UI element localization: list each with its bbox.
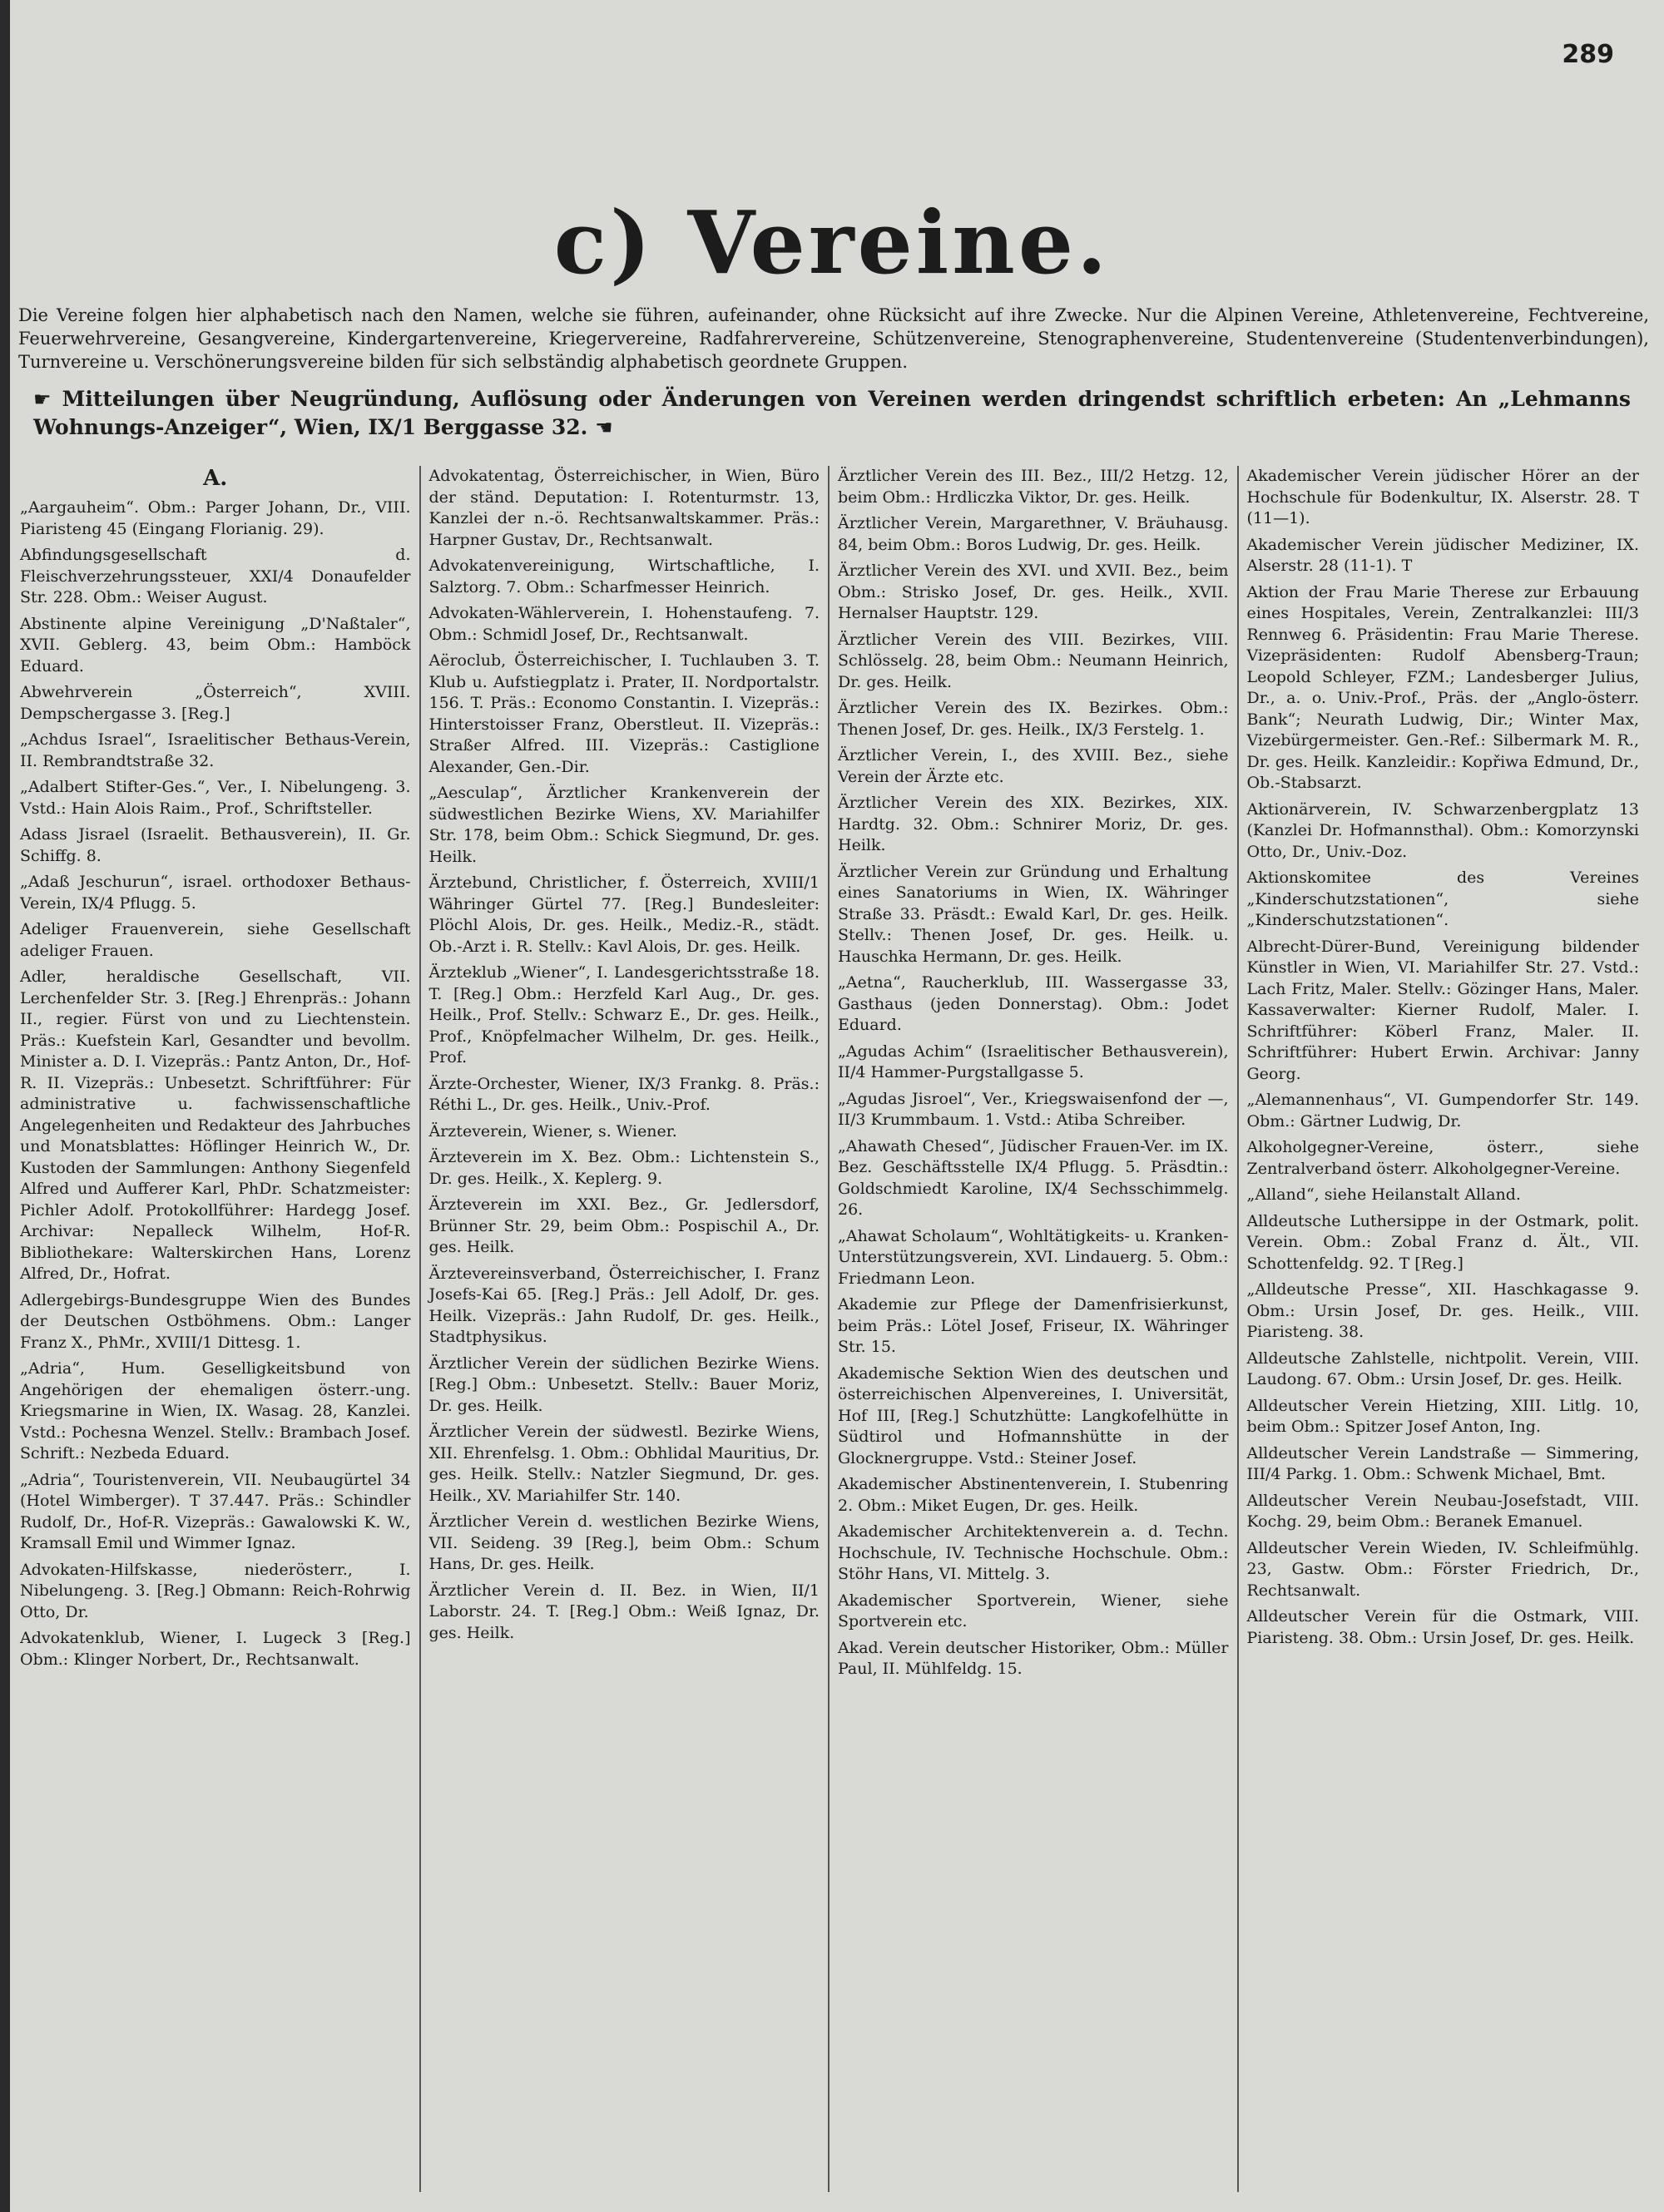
column-4 — [1239, 466, 1648, 2192]
directory-entry: Alldeutscher Verein Neubau-Josefstadt, VIII. Kochg. 29, beim Obm.: Beranek Emanuel. — [1246, 1491, 1639, 1531]
directory-entry: Akademische Sektion Wien des deutschen und österreichischen Alpenvereines, I. Universität, Hof III, [Reg.] Schutzhütte: Langkofelhütte in Südtirol und Hofmannshütte in der Glocknergruppe. Vstd.: Steiner Josef. — [838, 1363, 1229, 1467]
entry-columns — [12, 466, 1647, 2192]
directory-entry: Alkoholgegner-Vereine, österr., siehe Zentralverband österr. Alkoholgegner-Vereine. — [1246, 1138, 1639, 1178]
directory-entry: Ärztlicher Verein, Margarethner, V. Bräuhausg. 84, beim Obm.: Boros Ludwig, Dr. ges. Heilk. — [838, 514, 1229, 554]
directory-entry: „Adria“, Touristenverein, VII. Neubaugürtel 34 (Hotel Wimberger). T 37.447. Präs.: Schindler Rudolf, Dr., Hof-R. Vizepräs.: Gawalowski K. W., Kramsall Emil und Wimmer Ignaz. — [20, 1470, 411, 1552]
directory-entry: Akad. Verein deutscher Historiker, Obm.: Müller Paul, II. Mühlfeldg. 15. — [838, 1638, 1229, 1678]
directory-entry: „Aetna“, Raucherklub, III. Wassergasse 33, Gasthaus (jeden Donnerstag). Obm.: Jodet Eduard. — [838, 973, 1229, 1034]
directory-entry: „Ahawat Scholaum“, Wohltätigkeits- u. Kranken-Unterstützungsverein, XVI. Lindauerg. 5. Obm.: Friedmann Leon. — [838, 1226, 1229, 1288]
pointing-hand-right-icon: ☚ — [595, 416, 613, 439]
directory-entry: Ärztlicher Verein des XIX. Bezirkes, XIX. Hardtg. 32. Obm.: Schnirer Moriz, Dr. ges. Heilk. — [838, 794, 1229, 854]
directory-entry: Ärztlicher Verein zur Gründung und Erhaltung eines Sanatoriums in Wien, IX. Währinger Straße 33. Präsdt.: Ewald Karl, Dr. ges. Heilk. Stellv.: Thenen Josef, Dr. ges. Heilk. u. Hauschka Hermann, Dr. ges. Heilk. — [838, 862, 1229, 966]
directory-entry: Akademischer Abstinentenverein, I. Stubenring 2. Obm.: Miket Eugen, Dr. ges. Heilk. — [838, 1475, 1229, 1515]
directory-entry: Akademischer Verein jüdischer Mediziner, IX. Alserstr. 28 (11-1). T — [1246, 535, 1639, 575]
directory-entry: „Adalbert Stifter-Ges.“, Ver., I. Nibelungeng. 3. Vstd.: Hain Alois Raim., Prof., Schriftsteller. — [20, 778, 411, 818]
directory-entry: Ärztlicher Verein des IX. Bezirkes. Obm.: Thenen Josef, Dr. ges. Heilk., IX/3 Ferstelg. 1. — [838, 699, 1229, 739]
directory-entry: Aktion der Frau Marie Therese zur Erbauung eines Hospitales, Verein, Zentralkanzlei: III/3 Rennweg 6. Präsidentin: Frau Marie Therese. Vizepräsidenten: Rudolf Abensberg-Traun; Leopold Schleyer, FZM.; Landesberger Julius, Dr., a. o. Univ.-Prof., Präs. der „Anglo-österr. Bank“; Neurath Ludwig, Dir.; Winter Max, Vizebürgermeister. Gen.-Ref.: Silbermark M. R., Dr. ges. Heilk. Kanzleidir.: Kopřiwa Edmund, Dr., Ob.-Stabsarzt. — [1246, 582, 1639, 792]
column-2 — [421, 466, 830, 2192]
page-spine-edge — [0, 0, 10, 2212]
directory-entry: Akademischer Sportverein, Wiener, siehe Sportverein etc. — [838, 1591, 1229, 1631]
directory-entry: Akademischer Verein jüdischer Hörer an der Hochschule für Bodenkultur, IX. Alserstr. 28. T (11—1). — [1246, 467, 1639, 527]
directory-entry: „Aesculap“, Ärztlicher Krankenverein der südwestlichen Bezirke Wiens, XV. Mariahilfer Str. 178, beim Obm.: Schick Siegmund, Dr. ges. Heilk. — [428, 784, 820, 866]
directory-entry: Alldeutscher Verein Landstraße — Simmering, III/4 Parkg. 1. Obm.: Schwenk Michael, Bmt. — [1246, 1443, 1639, 1483]
directory-entry: „Alland“, siehe Heilanstalt Alland. — [1246, 1185, 1521, 1204]
directory-entry: Alldeutsche Luthersippe in der Ostmark, polit. Verein. Obm.: Zobal Franz d. Ält., VII. Schottenfeldg. 92. T [Reg.] — [1246, 1211, 1639, 1273]
directory-entry: „Agudas Achim“ (Israelitischer Bethausverein), II/4 Hammer-Purgstallgasse 5. — [838, 1042, 1229, 1081]
directory-entry: Ärzteklub „Wiener“, I. Landesgerichtsstraße 18. T. [Reg.] Obm.: Herzfeld Karl Aug., Dr. ges. Heilk., Prof. Stellv.: Schwarz E., Dr. ges. Heilk., Prof., Knöpfelmacher Wilhelm, Dr. ges. Heilk., Prof. — [428, 963, 820, 1066]
notice-text: Mitteilungen über Neugründung, Auflösung oder Änderungen von Vereinen werden dringendst schriftlich erbeten: An „Lehmanns Wohnungs-Anzeiger“, Wien, IX/1 Berggasse 32. — [33, 387, 1631, 439]
directory-entry: Abwehrverein „Österreich“, XVIII. Dempschergasse 3. [Reg.] — [20, 683, 411, 723]
directory-entry: Ärzteverein im X. Bez. Obm.: Lichtenstein S., Dr. ges. Heilk., X. Keplerg. 9. — [428, 1148, 820, 1188]
section-title: c) Vereine. — [553, 191, 1111, 294]
directory-entry: „Alldeutsche Presse“, XII. Haschkagasse 9. Obm.: Ursin Josef, Dr. ges. Heilk., VIII. Piaristeng. 38. — [1246, 1280, 1639, 1341]
directory-entry: Abstinente alpine Vereinigung „D'Naßtaler“, XVII. Geblerg. 43, beim Obm.: Hamböck Eduard. — [20, 614, 411, 675]
directory-entry: Ärztlicher Verein d. II. Bez. in Wien, II/1 Laborstr. 24. T. [Reg.] Obm.: Weiß Ignaz, Dr. ges. Heilk. — [428, 1581, 820, 1642]
directory-entry: Albrecht-Dürer-Bund, Vereinigung bildender Künstler in Wien, VI. Mariahilfer Str. 27. Vstd.: Lach Fritz, Maler. Stellv.: Gözinger Hans, Maler. Kassaverwalter: Kierner Rudolf, Maler. I. Schriftführer: Köberl Franz, Maler. II. Schriftführer: Hubert Erwin. Archivar: Janny Georg. — [1246, 937, 1639, 1083]
directory-entry: Advokatenvereinigung, Wirtschaftliche, I. Salztorg. 7. Obm.: Scharfmesser Heinrich. — [428, 557, 820, 596]
directory-entry: Ärztebund, Christlicher, f. Österreich, XVIII/1 Währinger Gürtel 77. [Reg.] Bundesleiter: Plöchl Alois, Dr. ges. Heilk., Mediz.-R., städt. Ob.-Arzt i. R. Stellv.: Kavl Alois, Dr. ges. Heilk. — [428, 873, 820, 956]
directory-entry: Abfindungsgesellschaft d. Fleischverzehrungssteuer, XXI/4 Donaufelder Str. 228. Obm.: Weiser August. — [20, 546, 411, 606]
directory-entry: „Achdus Israel“, Israelitischer Bethaus-Verein, II. Rembrandtstraße 32. — [20, 730, 411, 770]
directory-entry: Alldeutscher Verein Hietzing, XIII. Litlg. 10, beim Obm.: Spitzer Josef Anton, Ing. — [1246, 1396, 1639, 1436]
directory-entry: „Alemannenhaus“, VI. Gumpendorfer Str. 149. Obm.: Gärtner Ludwig, Dr. — [1246, 1091, 1639, 1131]
page-number: 289 — [1562, 40, 1614, 69]
pointing-hand-left-icon: ☛ — [33, 388, 52, 411]
directory-entry: Aëroclub, Österreichischer, I. Tuchlauben 3. T. Klub u. Aufstiegplatz i. Prater, II. Nordportalstr. 156. T. Präs.: Economo Constantin. I. Vizepräs.: Hinterstoisser Franz, Oberstleut. II. Vizepräs.: Straßer Alfred. III. Vizepräs.: Castiglione Alexander, Gen.-Dir. — [428, 651, 820, 776]
directory-entry: Ärztlicher Verein, I., des XVIII. Bez., siehe Verein der Ärzte etc. — [838, 746, 1229, 786]
column-1 — [12, 466, 421, 2192]
directory-entry: Ärzte-Orchester, Wiener, IX/3 Frankg. 8. Präs.: Réthi L., Dr. ges. Heilk., Univ.-Prof. — [428, 1074, 820, 1114]
directory-entry: Adler, heraldische Gesellschaft, VII. Lerchenfelder Str. 3. [Reg.] Ehrenpräs.: Johann II., regier. Fürst von und zu Liechtenstein. Präs.: Kuefstein Karl, Gesandter und bevollm. Minister a. D. I. Vizepräs.: Pantz Anton, Dr., Hof-R. II. Vizepräs.: Unbesetzt. Schriftführer: Für administrative u. fachwissenschaftliche Angelegenheiten und Redakteur des Jahrbuches und Monatsblattes: Höflinger Heinrich W., Dr. Kustoden der Sammlungen: Anthony Siegenfeld Alfred und Aufferer Karl, PhDr. Schatzmeister: Pichler Adolf. Protokollführer: Hardegg Josef. Archivar: Nepalleck Wilhelm, Hof-R. Bibliothekare: Walterskirchen Hans, Lorenz Alfred, Dr., Hofrat. — [20, 967, 411, 1283]
directory-entry: Ärztlicher Verein der südlichen Bezirke Wiens. [Reg.] Obm.: Unbesetzt. Stellv.: Bauer Moriz, Dr. ges. Heilk. — [428, 1353, 820, 1415]
directory-entry: Advokatenklub, Wiener, I. Lugeck 3 [Reg.] Obm.: Klinger Norbert, Dr., Rechtsanwalt. — [20, 1629, 411, 1669]
intro-paragraph: Die Vereine folgen hier alphabetisch nach den Namen, welche sie führen, aufeinander, ohne Rücksicht auf ihre Zwecke. Nur die Alpinen Vereine, Athletenvereine, Fechtvereine, Feuerwehrvereine, Gesangvereine, Kindergartenvereine, Kriegervereine, Radfahrervereine, Schützenvereine, Stenographenvereine, Studentenvereine (Studentenverbindungen), Turnvereine u. Verschönerungsvereine bilden für sich selbständig alphabetisch geordnete Gruppen. — [18, 305, 1649, 372]
notice-line — [33, 385, 1631, 442]
directory-entry: Aktionärverein, IV. Schwarzenbergplatz 13 (Kanzlei Dr. Hofmannsthal). Obm.: Komorzynski Otto, Dr., Univ.-Doz. — [1246, 799, 1639, 861]
directory-entry: Alldeutscher Verein für die Ostmark, VIII. Piaristeng. 38. Obm.: Ursin Josef, Dr. ges. Heilk. — [1246, 1607, 1639, 1647]
directory-entry: Ärztevereinsverband, Österreichischer, I. Franz Josefs-Kai 65. [Reg.] Präs.: Jell Adolf, Dr. ges. Heilk. Vizepräs.: Jahn Rudolf, Dr. ges. Heilk., Stadtphysikus. — [428, 1264, 820, 1346]
directory-entry: Alldeutscher Verein Wieden, IV. Schleifmühlg. 23, Gastw. Obm.: Förster Friedrich, Dr., Rechtsanwalt. — [1246, 1538, 1639, 1600]
directory-entry: „Adaß Jeschurun“, israel. orthodoxer Bethaus-Verein, IX/4 Pflugg. 5. — [20, 873, 411, 913]
directory-entry: Advokaten-Hilfskasse, niederösterr., I. Nibelungeng. 3. [Reg.] Obmann: Reich-Rohrwig Otto, Dr. — [20, 1560, 411, 1621]
directory-entry: Adlergebirgs-Bundesgruppe Wien des Bundes der Deutschen Ostböhmens. Obm.: Langer Franz X., PhMr., XVIII/1 Dittesg. 1. — [20, 1290, 411, 1352]
directory-entry: Ärztlicher Verein des XVI. und XVII. Bez., beim Obm.: Strisko Josef, Dr. ges. Heilk., XVII. Hernalser Hauptstr. 129. — [838, 562, 1229, 622]
directory-entry: Ärztlicher Verein d. westlichen Bezirke Wiens, VII. Seideng. 39 [Reg.], beim Obm.: Schum Hans, Dr. ges. Heilk. — [428, 1512, 820, 1573]
directory-entry: Ärzteverein im XXI. Bez., Gr. Jedlersdorf, Brünner Str. 29, beim Obm.: Pospischil A., Dr. ges. Heilk. — [428, 1195, 820, 1256]
directory-entry: „Ahawath Chesed“, Jüdischer Frauen-Ver. im IX. Bez. Geschäftsstelle IX/4 Pflugg. 5. Präsdtin.: Goldschmiedt Karoline, IX/4 Sechsschimmelg. 26. — [838, 1136, 1229, 1219]
directory-entry: Advokatentag, Österreichischer, in Wien, Büro der ständ. Deputation: I. Rotenturmstr. 13, Kanzlei der n.-ö. Rechtsanwaltskammer. Präs.: Harpner Gustav, Dr., Rechtsanwalt. — [428, 467, 820, 549]
directory-entry: „Adria“, Hum. Geselligkeitsbund von Angehörigen der ehemaligen österr.-ung. Kriegsmarine in Wien, IX. Wasag. 28, Kanzlei. Vstd.: Pochesna Wenzel. Stellv.: Brambach Josef. Schrift.: Nezbeda Eduard. — [20, 1359, 411, 1462]
letter-heading: A. — [203, 466, 228, 491]
directory-entry: Adeliger Frauenverein, siehe Gesellschaft adeliger Frauen. — [20, 920, 411, 960]
directory-entry: Adass Jisrael (Israelit. Bethausverein), II. Gr. Schiffg. 8. — [20, 825, 411, 865]
directory-entry: Advokaten-Wählerverein, I. Hohenstaufeng. 7. Obm.: Schmidl Josef, Dr., Rechtsanwalt. — [428, 604, 820, 644]
directory-entry: „Agudas Jisroel“, Ver., Kriegswaisenfond der —, II/3 Krummbaum. 1. Vstd.: Atiba Schreiber. — [838, 1089, 1229, 1129]
directory-entry: Akademischer Architektenverein a. d. Techn. Hochschule, IV. Technische Hochschule. Obm.: Stöhr Hans, VI. Mittelg. 3. — [838, 1522, 1229, 1583]
directory-entry: Ärztlicher Verein der südwestl. Bezirke Wiens, XII. Ehrenfelsg. 1. Obm.: Obhlidal Mauritius, Dr. ges. Heilk. Stellv.: Natzler Siegmund, Dr. ges. Heilk., XV. Mariahilfer Str. 140. — [428, 1423, 820, 1505]
column-3 — [830, 466, 1239, 2192]
directory-entry: „Aargauheim“. Obm.: Parger Johann, Dr., VIII. Piaristeng 45 (Eingang Florianig. 29). — [20, 498, 411, 538]
directory-entry: Aktionskomitee des Vereines „Kinderschutzstationen“, siehe „Kinderschutzstationen“. — [1246, 868, 1639, 929]
directory-entry: Alldeutsche Zahlstelle, nichtpolit. Verein, VIII. Laudong. 67. Obm.: Ursin Josef, Dr. ges. Heilk. — [1246, 1348, 1639, 1388]
directory-entry: Ärzteverein, Wiener, s. Wiener. — [428, 1121, 677, 1141]
directory-entry: Ärztlicher Verein des VIII. Bezirkes, VIII. Schlösselg. 28, beim Obm.: Neumann Heinrich, Dr. ges. Heilk. — [838, 630, 1229, 691]
directory-entry: Ärztlicher Verein des III. Bez., III/2 Hetzg. 12, beim Obm.: Hrdliczka Viktor, Dr. ges. Heilk. — [838, 467, 1229, 507]
directory-entry: Akademie zur Pflege der Damenfrisierkunst, beim Präs.: Lötel Josef, Friseur, IX. Währinger Str. 15. — [838, 1295, 1229, 1356]
